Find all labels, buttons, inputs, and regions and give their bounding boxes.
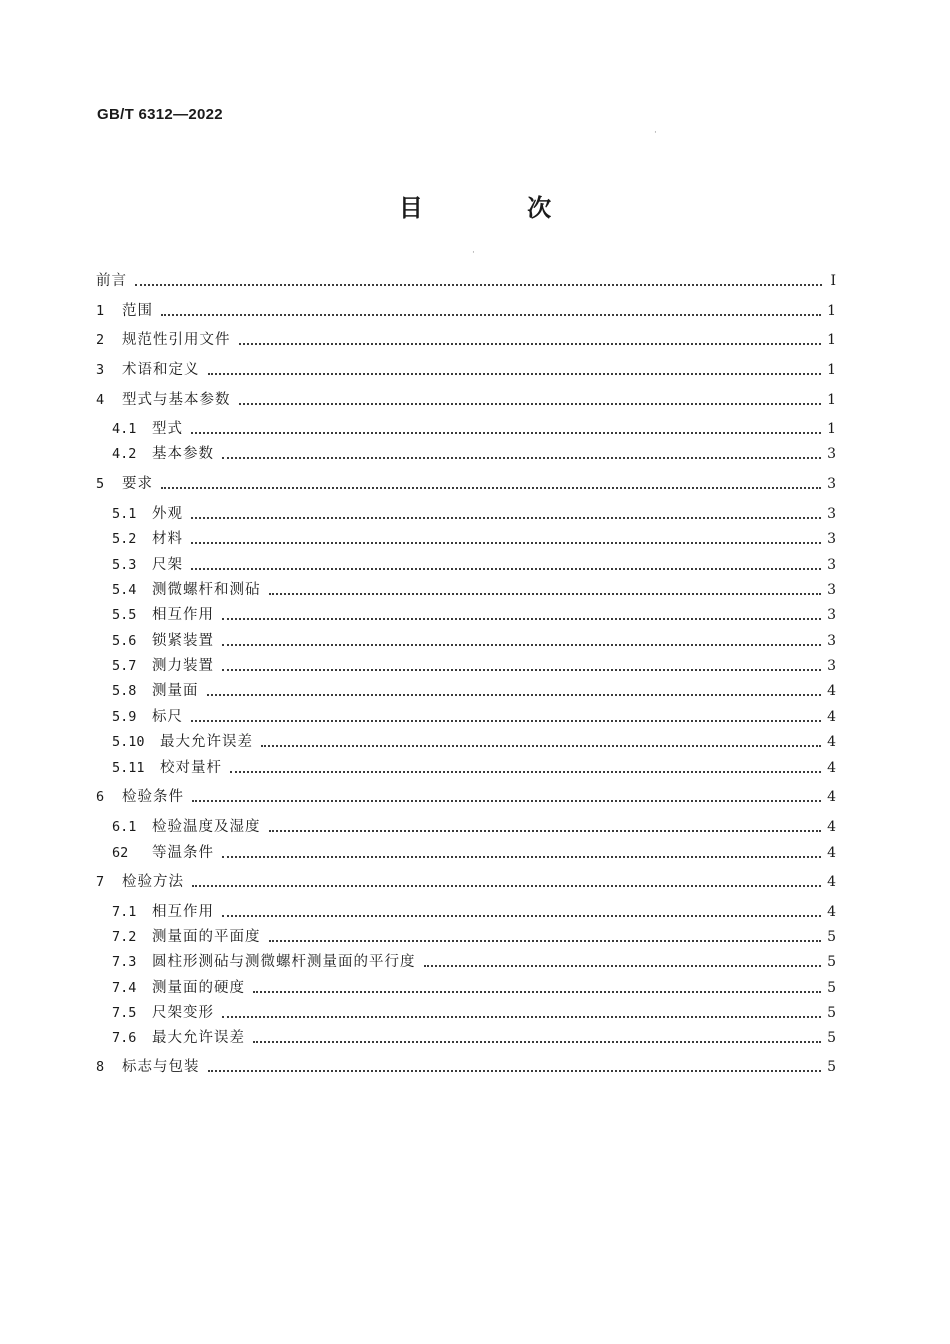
toc-entry-number: 5.11 xyxy=(112,760,145,776)
toc-entry[interactable] xyxy=(112,605,836,625)
dot-leader xyxy=(208,1068,822,1072)
toc-entry-title: 外观 xyxy=(152,506,183,522)
toc-entry-title: 标尺 xyxy=(152,709,183,725)
dot-leader xyxy=(222,616,821,620)
toc-entry-title: 圆柱形测砧与测微螺杆测量面的平行度 xyxy=(152,954,416,970)
toc-entry-title: 检验方法 xyxy=(122,874,184,890)
toc-entry-page: 5 xyxy=(827,1030,836,1046)
toc-entry-number: 5.1 xyxy=(112,506,137,522)
toc-entry-title: 规范性引用文件 xyxy=(122,332,231,348)
toc-entry-page: 3 xyxy=(827,607,836,623)
toc-entry-page: 5 xyxy=(827,1005,836,1021)
toc-entry-title: 测微螺杆和测砧 xyxy=(152,582,261,598)
toc-entry-title: 锁紧装置 xyxy=(152,633,214,649)
dot-leader xyxy=(208,371,822,375)
toc-entry-page: 4 xyxy=(827,760,836,776)
toc-entry-title: 测量面 xyxy=(152,683,199,699)
dot-leader xyxy=(207,692,822,696)
toc-entry-number: 4 xyxy=(96,392,105,408)
toc-entry[interactable] xyxy=(112,732,836,752)
toc-entry[interactable] xyxy=(112,817,836,837)
toc-entry[interactable] xyxy=(112,843,836,863)
dot-leader xyxy=(239,401,822,405)
toc-entry-page: 4 xyxy=(827,789,836,805)
toc-entry-page: 4 xyxy=(827,904,836,920)
toc-entry[interactable] xyxy=(96,301,836,321)
toc-entry-number: 5 xyxy=(96,476,105,492)
toc-entry-number: 62 xyxy=(112,845,129,861)
toc-entry-number: 1 xyxy=(96,303,105,319)
toc-entry-page: 3 xyxy=(827,557,836,573)
toc-entry-page: 3 xyxy=(827,582,836,598)
toc-entry-title: 测量面的平面度 xyxy=(152,929,261,945)
toc-entry-number: 2 xyxy=(96,332,105,348)
toc-entry[interactable] xyxy=(112,902,836,922)
toc-entry-number: 7.1 xyxy=(112,904,137,920)
toc-entry[interactable] xyxy=(112,927,836,947)
toc-entry-title: 型式与基本参数 xyxy=(122,392,231,408)
dot-leader xyxy=(222,1014,821,1018)
toc-entry[interactable] xyxy=(112,681,836,701)
toc-entry-page: 3 xyxy=(827,658,836,674)
toc-entry-title: 相互作用 xyxy=(152,904,214,920)
toc-entry-page: Ⅰ xyxy=(830,273,836,289)
toc-entry-number: 5.8 xyxy=(112,683,137,699)
toc-entry-number: 4.2 xyxy=(112,446,137,462)
toc-entry[interactable] xyxy=(112,631,836,651)
toc-entry-page: 3 xyxy=(827,531,836,547)
dot-leader xyxy=(269,591,822,595)
toc-entry-number: 5.2 xyxy=(112,531,137,547)
toc-entry-page: 3 xyxy=(827,506,836,522)
toc-entry-number: 6 xyxy=(96,789,105,805)
toc-entry-number: 7.6 xyxy=(112,1030,137,1046)
dot-leader xyxy=(191,540,821,544)
toc-entry-number: 7.3 xyxy=(112,954,137,970)
toc-entry-number: 7.2 xyxy=(112,929,137,945)
toc-entry[interactable] xyxy=(96,390,836,410)
dot-leader xyxy=(239,341,822,345)
toc-entry[interactable] xyxy=(112,656,836,676)
toc-entry-page: 4 xyxy=(827,874,836,890)
toc-entry-page: 4 xyxy=(827,845,836,861)
toc-heading: 目 次 xyxy=(398,194,600,222)
dot-leader xyxy=(192,798,821,802)
dot-leader xyxy=(135,282,822,286)
toc-entry[interactable] xyxy=(112,444,836,464)
toc-entry-number: 8 xyxy=(96,1059,105,1075)
toc-entry-title: 测量面的硬度 xyxy=(152,980,245,996)
toc-entry-title: 标志与包装 xyxy=(122,1059,200,1075)
toc-entry[interactable] xyxy=(96,474,836,494)
toc-entry[interactable] xyxy=(112,707,836,727)
toc-entry[interactable] xyxy=(112,555,836,575)
toc-entry-number: 4.1 xyxy=(112,421,137,437)
toc-entry-page: 1 xyxy=(827,421,836,437)
toc-entry-page: 4 xyxy=(827,819,836,835)
standard-code: GB/T 6312—2022 xyxy=(97,106,223,123)
toc-entry-number: 5.4 xyxy=(112,582,137,598)
toc-entry-number: 7.5 xyxy=(112,1005,137,1021)
dot-leader xyxy=(191,566,821,570)
toc-entry-title: 范围 xyxy=(122,303,153,319)
toc-entry[interactable] xyxy=(96,872,836,892)
toc-entry-page: 1 xyxy=(827,332,836,348)
dot-leader xyxy=(269,828,822,832)
toc-entry-number: 7 xyxy=(96,874,105,890)
toc-entry-title: 基本参数 xyxy=(152,446,214,462)
toc-entry-title: 检验温度及湿度 xyxy=(152,819,261,835)
toc-entry-page: 3 xyxy=(827,476,836,492)
toc-entry-number: 5.9 xyxy=(112,709,137,725)
dot-leader xyxy=(261,743,821,747)
toc-entry-title: 相互作用 xyxy=(152,607,214,623)
toc-entry-title: 要求 xyxy=(122,476,153,492)
toc-entry-number: 7.4 xyxy=(112,980,137,996)
toc-entry-page: 5 xyxy=(827,1059,836,1075)
toc-entry-title: 型式 xyxy=(152,421,183,437)
toc-entry-number: 5.5 xyxy=(112,607,137,623)
toc-entry-page: 1 xyxy=(827,303,836,319)
dot-leader xyxy=(192,883,821,887)
dot-leader xyxy=(253,1039,821,1043)
toc-entry-number: 3 xyxy=(96,362,105,378)
toc-entry-page: 3 xyxy=(827,446,836,462)
dot-leader xyxy=(191,718,821,722)
dot-leader xyxy=(222,854,821,858)
toc-entry-number: 5.7 xyxy=(112,658,137,674)
toc-entry-page: 4 xyxy=(827,709,836,725)
toc-entry[interactable] xyxy=(112,952,836,972)
toc-entry-title: 测力装置 xyxy=(152,658,214,674)
toc-entry[interactable] xyxy=(96,360,836,380)
toc-entry-page: 5 xyxy=(827,980,836,996)
dot-leader xyxy=(191,430,821,434)
toc-entry-title: 校对量杆 xyxy=(160,760,222,776)
toc-entry-title: 尺架变形 xyxy=(152,1005,214,1021)
toc-entry-number: 5.3 xyxy=(112,557,137,573)
toc-entry-title: 前言 xyxy=(96,273,127,289)
toc-entry[interactable] xyxy=(112,1003,836,1023)
dot-leader xyxy=(191,515,821,519)
toc-entry[interactable] xyxy=(112,504,836,524)
toc-entry-number: 6.1 xyxy=(112,819,137,835)
toc-entry[interactable] xyxy=(112,758,836,778)
dot-leader xyxy=(424,963,822,967)
toc-entry-page: 3 xyxy=(827,633,836,649)
dot-leader xyxy=(222,913,821,917)
dot-leader xyxy=(222,455,821,459)
toc-entry[interactable] xyxy=(96,787,836,807)
toc-entry-page: 5 xyxy=(827,929,836,945)
toc-entry-number: 5.10 xyxy=(112,734,145,750)
toc-entry[interactable] xyxy=(112,580,836,600)
dot-leader xyxy=(253,989,821,993)
dot-leader xyxy=(161,485,821,489)
toc-entry-page: 1 xyxy=(827,362,836,378)
toc-entry[interactable] xyxy=(96,1057,836,1077)
toc-entry-title: 最大允许误差 xyxy=(152,1030,245,1046)
toc-entry-number: 5.6 xyxy=(112,633,137,649)
scan-speck: · xyxy=(654,128,657,138)
dot-leader xyxy=(269,938,822,942)
dot-leader xyxy=(161,312,821,316)
toc-entry-title: 等温条件 xyxy=(152,845,214,861)
toc-entry[interactable] xyxy=(112,529,836,549)
toc-entry-title: 最大允许误差 xyxy=(160,734,253,750)
toc-entry-title: 检验条件 xyxy=(122,789,184,805)
toc-entry-page: 1 xyxy=(827,392,836,408)
scan-speck: · xyxy=(472,248,475,258)
dot-leader xyxy=(230,769,821,773)
dot-leader xyxy=(222,667,821,671)
toc-entry[interactable] xyxy=(112,419,836,439)
toc-entry[interactable] xyxy=(96,271,836,291)
toc-entry-title: 术语和定义 xyxy=(122,362,200,378)
toc-entry-page: 4 xyxy=(827,683,836,699)
dot-leader xyxy=(222,642,821,646)
toc-entry[interactable] xyxy=(96,330,836,350)
toc-entry[interactable] xyxy=(112,978,836,998)
toc-entry-page: 5 xyxy=(827,954,836,970)
toc-entry-title: 尺架 xyxy=(152,557,183,573)
toc-entry[interactable] xyxy=(112,1028,836,1048)
toc-entry-page: 4 xyxy=(827,734,836,750)
toc-entry-title: 材料 xyxy=(152,531,183,547)
